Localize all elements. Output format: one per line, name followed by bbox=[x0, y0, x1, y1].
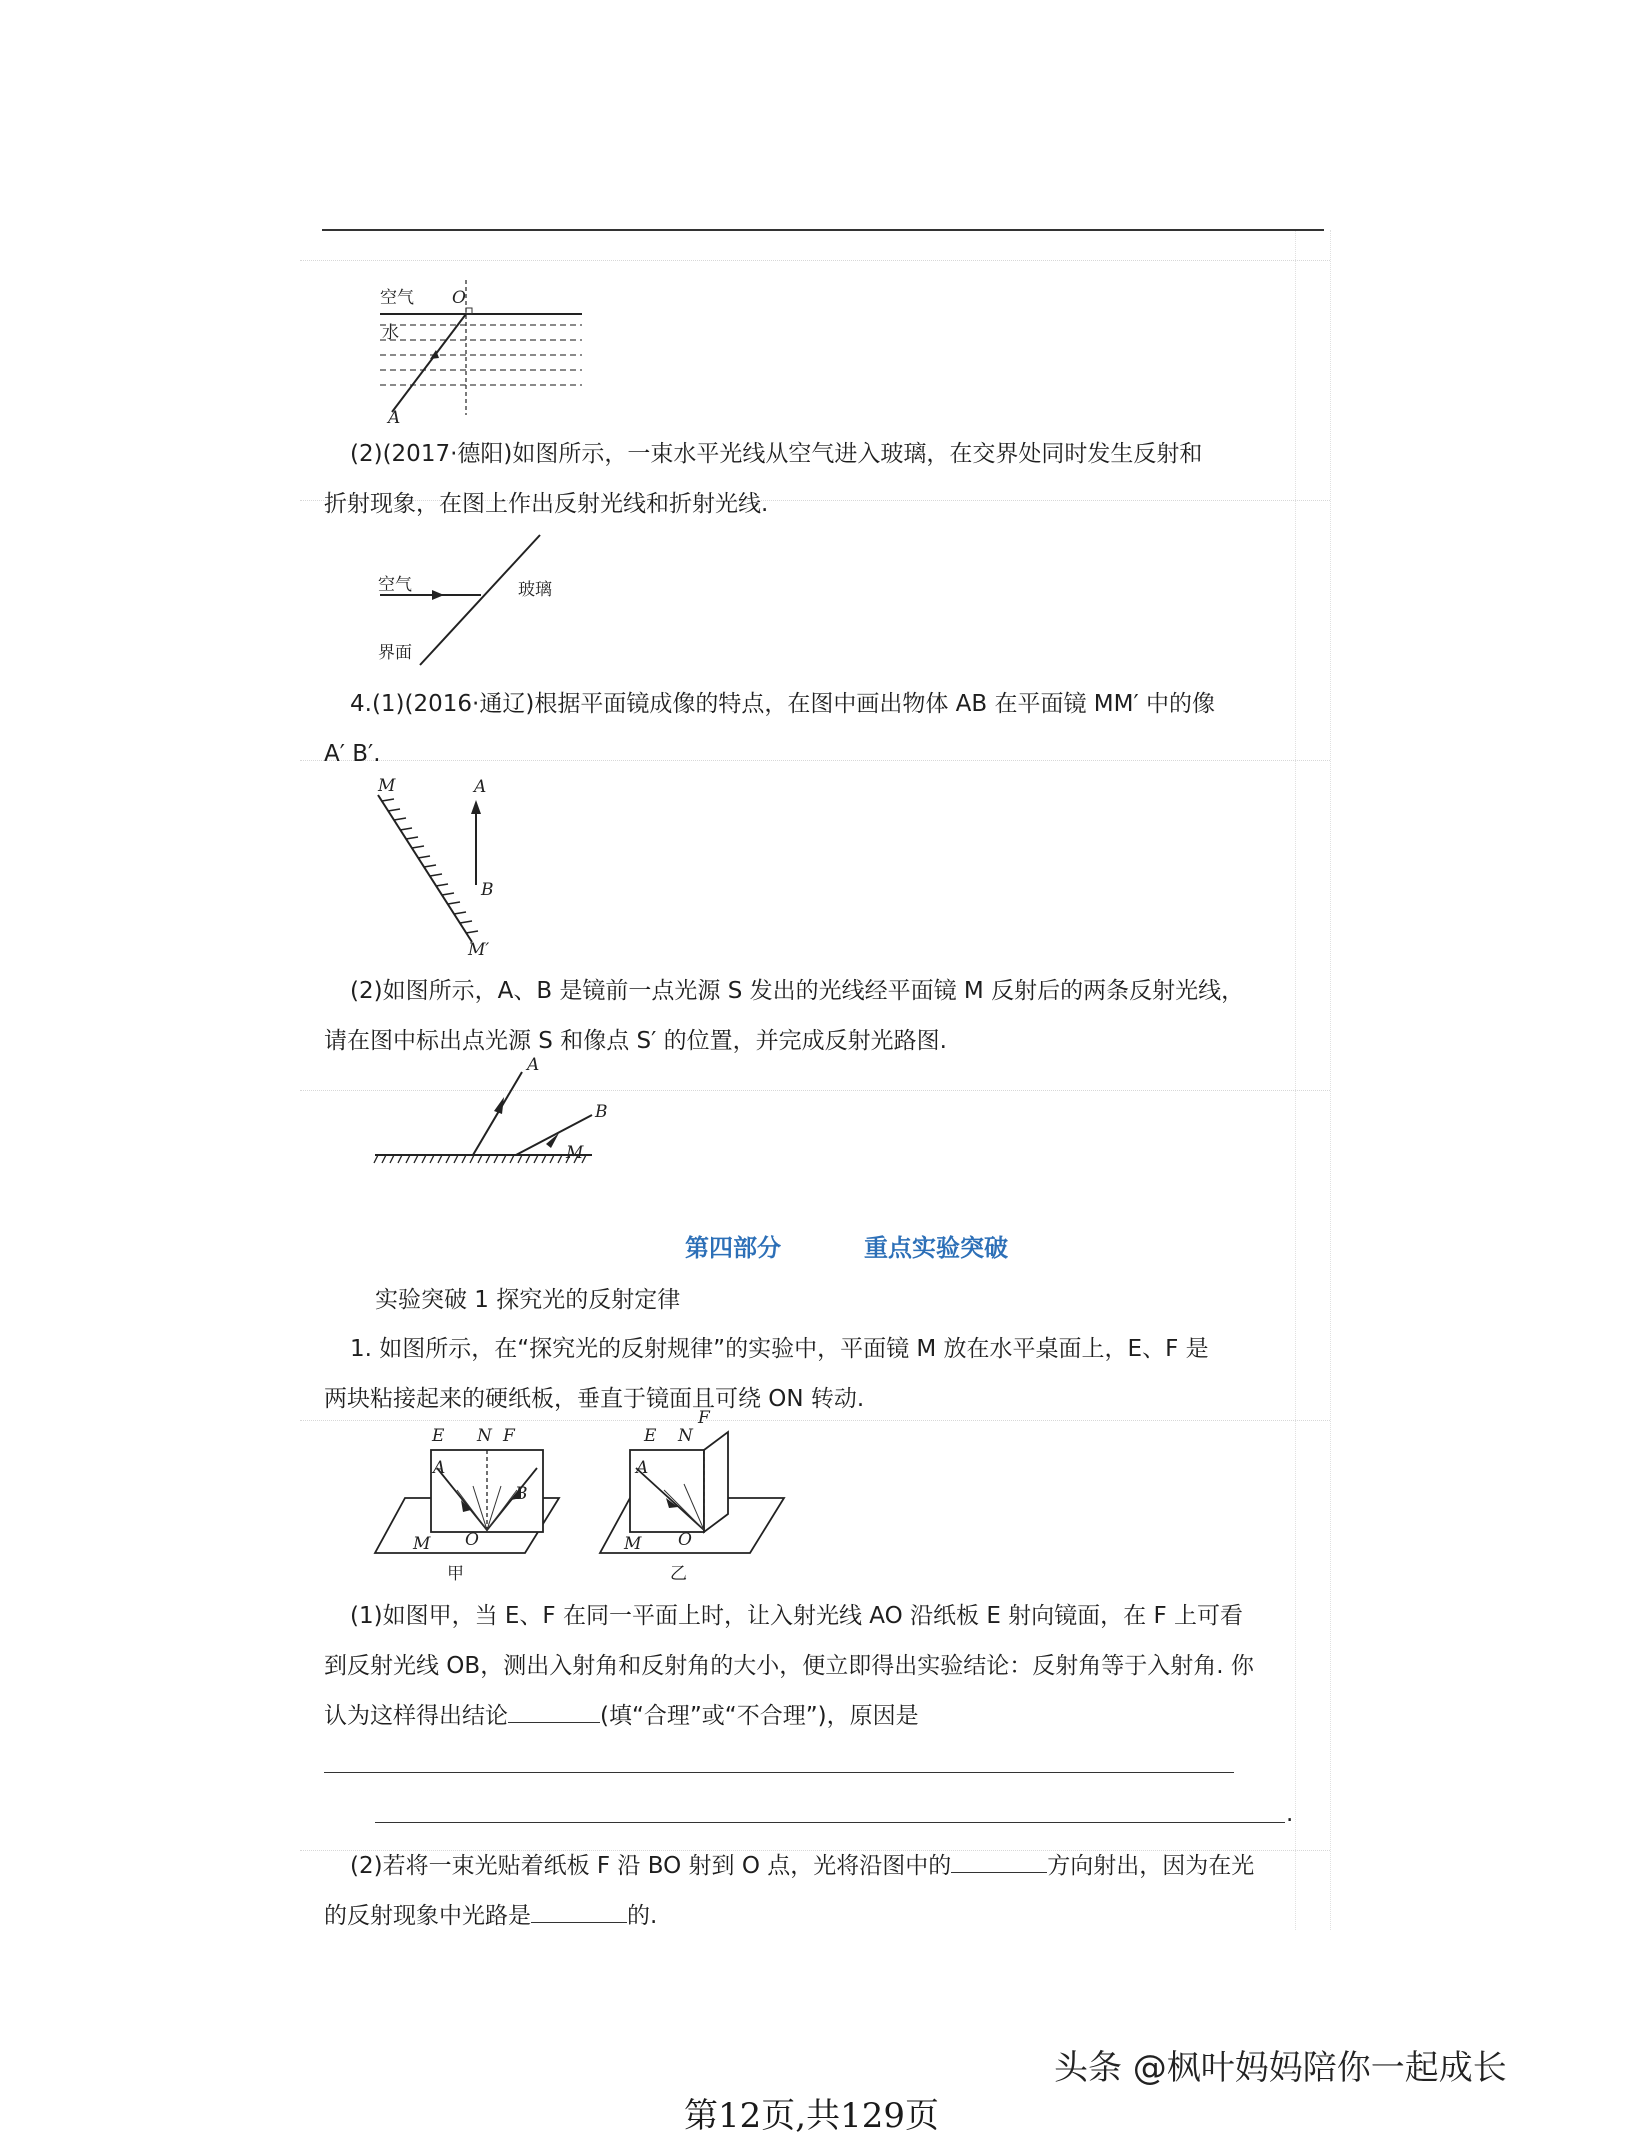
answer-line-reason-2[interactable] bbox=[375, 1822, 1285, 1823]
guide-line bbox=[1330, 230, 1331, 1930]
sub1-line3-suffix: (填“合理”或“不合理”)，原因是 bbox=[600, 1703, 919, 1729]
label-water: 水 bbox=[382, 323, 399, 343]
problem-3-2-line2: 折射现象，在图上作出反射光线和折射光线. bbox=[324, 491, 769, 517]
sub2-line2-suffix: 的. bbox=[627, 1903, 658, 1929]
label-a: A bbox=[388, 408, 401, 428]
section-part: 第四部分 bbox=[685, 1234, 781, 1262]
answer-blank-direction[interactable] bbox=[951, 1850, 1047, 1873]
sub1-line3 bbox=[324, 1700, 919, 1732]
label-a: A bbox=[474, 777, 487, 797]
label-b: B bbox=[515, 1484, 528, 1504]
sub2-line1-suffix: 方向射出，因为在光 bbox=[1047, 1853, 1255, 1879]
caption-yi: 乙 bbox=[670, 1564, 687, 1584]
label-m: M bbox=[378, 776, 396, 796]
figure-jia-diagram bbox=[375, 1428, 575, 1580]
sub2-line1-prefix: (2)若将一束光贴着纸板 F 沿 BO 射到 O 点，光将沿图中的 bbox=[350, 1853, 952, 1879]
label-n: N bbox=[678, 1426, 693, 1446]
label-f: F bbox=[503, 1426, 515, 1446]
label-e: E bbox=[432, 1426, 445, 1446]
experiment-heading: 实验突破 1 探究光的反射定律 bbox=[375, 1287, 681, 1313]
guide-line bbox=[300, 760, 1330, 761]
caption-jia: 甲 bbox=[447, 1564, 464, 1584]
sub1-end-period: . bbox=[1286, 1801, 1294, 1827]
figure-jia bbox=[375, 1426, 575, 1584]
guide-line bbox=[1295, 230, 1296, 1930]
problem-4-1-line1: 4.(1)(2016·通辽)根据平面镜成像的特点，在图中画出物体 AB 在平面镜 MM′ 中的像 bbox=[350, 691, 1215, 717]
sub2-line2 bbox=[324, 1900, 657, 1932]
figure-yi-diagram bbox=[600, 1428, 800, 1580]
label-interface: 界面 bbox=[378, 643, 412, 663]
guide-line bbox=[300, 1420, 1330, 1421]
label-air: 空气 bbox=[380, 288, 414, 308]
label-a: A bbox=[636, 1458, 649, 1478]
figure-yi bbox=[600, 1408, 800, 1584]
watermark: 头条 @枫叶妈妈陪你一起成长 bbox=[1054, 2048, 1507, 2088]
sub2-line2-prefix: 的反射现象中光路是 bbox=[324, 1903, 531, 1929]
experiment-q1-line2: 两块粘接起来的硬纸板，垂直于镜面且可绕 ON 转动. bbox=[324, 1386, 865, 1412]
label-o: O bbox=[452, 288, 466, 308]
figure-air-water bbox=[370, 280, 610, 430]
label-b: B bbox=[595, 1102, 608, 1122]
figure-plane-mirror bbox=[370, 776, 520, 960]
label-glass: 玻璃 bbox=[518, 580, 552, 600]
answer-line-reason-1[interactable] bbox=[324, 1772, 1234, 1773]
label-m-prime: M′ bbox=[468, 940, 490, 960]
label-o: O bbox=[678, 1530, 692, 1550]
problem-4-2-line2: 请在图中标出点光源 S 和像点 S′ 的位置，并完成反射光路图. bbox=[324, 1028, 947, 1054]
problem-4-1-line2: A′ B′. bbox=[324, 741, 381, 767]
sub1-line2: 到反射光线 OB，测出入射角和反射角的大小，便立即得出实验结论：反射角等于入射角. 你 bbox=[324, 1653, 1254, 1679]
page-number: 第12页,共129页 bbox=[684, 2096, 939, 2136]
label-air: 空气 bbox=[378, 575, 412, 595]
label-e: E bbox=[644, 1426, 657, 1446]
label-n: N bbox=[477, 1426, 492, 1446]
header-rule bbox=[322, 229, 1324, 231]
label-m: M bbox=[413, 1534, 431, 1554]
sub2-line1 bbox=[350, 1850, 1254, 1882]
sub1-line1: (1)如图甲，当 E、F 在同一平面上时，让入射光线 AO 沿纸板 E 射向镜面，在 F 上可看 bbox=[350, 1603, 1244, 1629]
answer-blank-reversible[interactable] bbox=[531, 1900, 627, 1923]
problem-3-2-line1: (2)(2017·德阳)如图所示，一束水平光线从空气进入玻璃，在交界处同时发生反射和 bbox=[350, 441, 1203, 467]
plane-mirror-diagram bbox=[370, 780, 520, 960]
answer-blank-reasonable[interactable] bbox=[508, 1700, 600, 1723]
section-title: 重点实验突破 bbox=[864, 1234, 1008, 1262]
problem-4-2-line1: (2)如图所示，A、B 是镜前一点光源 S 发出的光线经平面镜 M 反射后的两条反射光线， bbox=[350, 978, 1245, 1004]
label-a: A bbox=[433, 1458, 446, 1478]
figure-reflected-rays bbox=[370, 1055, 610, 1170]
label-m: M bbox=[566, 1143, 584, 1163]
label-f: F bbox=[698, 1408, 710, 1428]
guide-line bbox=[300, 260, 1330, 261]
label-a: A bbox=[527, 1055, 540, 1075]
label-b: B bbox=[481, 880, 494, 900]
experiment-q1-line1: 1. 如图所示，在“探究光的反射规律”的实验中，平面镜 M 放在水平桌面上，E、F 是 bbox=[350, 1336, 1209, 1362]
label-m: M bbox=[624, 1534, 642, 1554]
sub1-line3-prefix: 认为这样得出结论 bbox=[324, 1703, 508, 1729]
label-o: O bbox=[465, 1530, 479, 1550]
figure-glass-interface bbox=[370, 530, 600, 670]
